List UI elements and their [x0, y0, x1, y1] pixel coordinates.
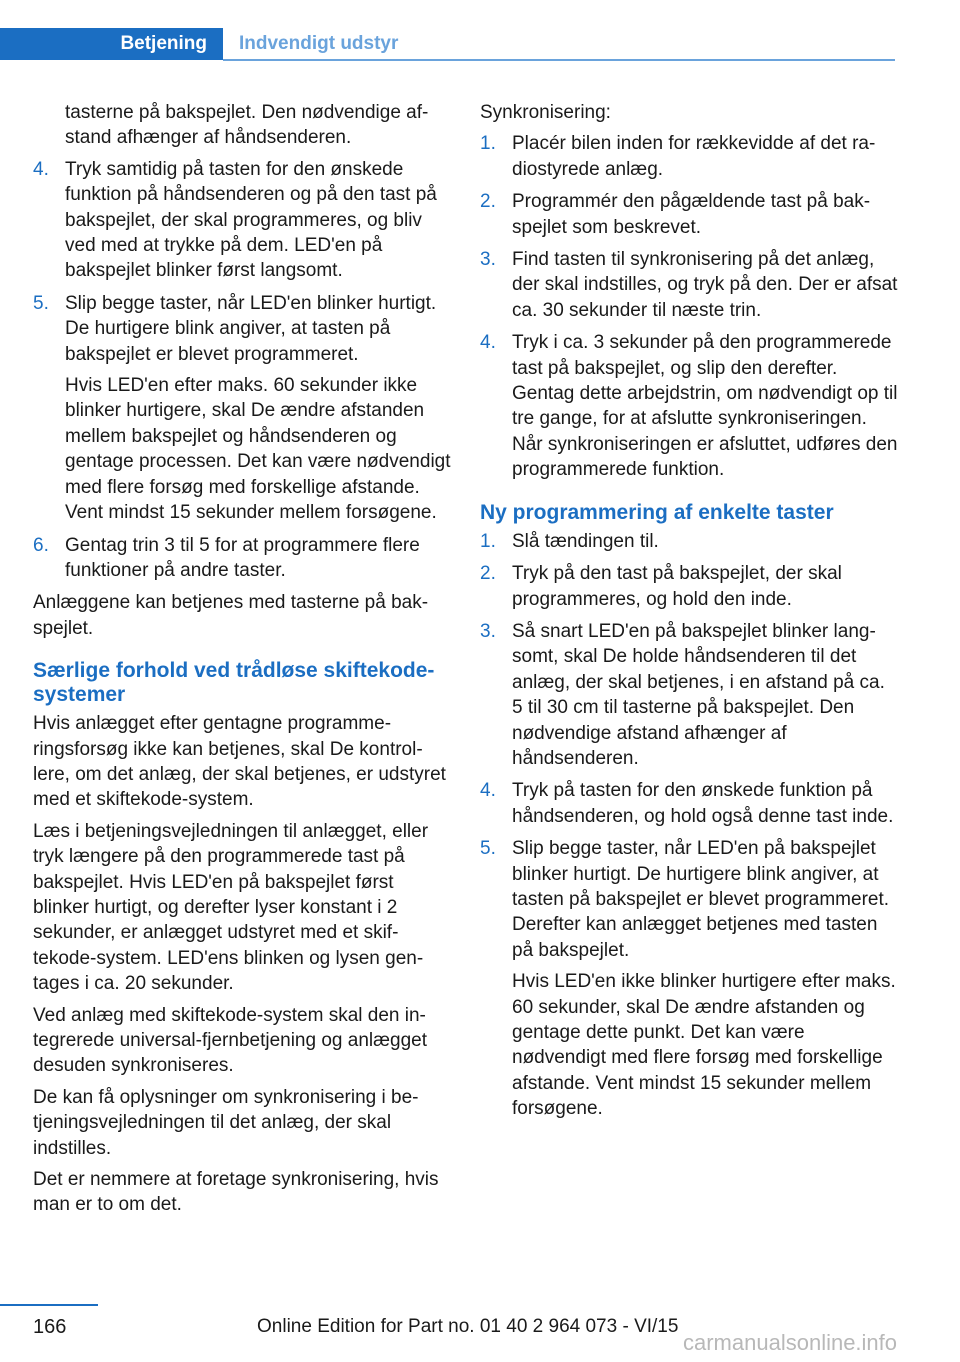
header-rule — [223, 59, 895, 61]
list-subtext: Hvis LED'en ikke blinker hurtigere efter maks. 60 sekunder, skal De ændre afstanden og gentage dette punkt. Det kan være nødvendigt med flere forsøg med forskellige afstande. Vent mindst 15 sekunder mellem forsøgene. — [512, 971, 896, 1120]
list-number: 6. — [33, 534, 49, 556]
list-item — [480, 189, 898, 240]
list-number: 2. — [480, 191, 496, 213]
list-number: 4. — [33, 158, 49, 180]
section-tab-betjening: Betjening — [0, 28, 223, 60]
list-item — [480, 330, 898, 482]
edition-text: Online Edition for Part no. 01 40 2 964 073 - VI/15 — [257, 1316, 679, 1337]
paragraph: De kan få oplysninger om synkronisering i betjeningsvejledningen til det anlæg, der skal indstilles. — [33, 1086, 419, 1159]
section-heading: Særlige forhold ved trådløse skiftekode-systemer — [33, 659, 435, 707]
list-number: 3. — [480, 249, 496, 271]
footer-rule — [0, 1304, 98, 1306]
list-item — [480, 131, 898, 182]
list-item — [33, 157, 451, 284]
list-text: Gentag trin 3 til 5 for at programmere flere funktioner på andre taster. — [65, 534, 420, 581]
list-item — [480, 561, 898, 612]
list-number: 5. — [33, 292, 49, 314]
continued-text: tasterne på bakspejlet. Den nødvendige afstand afhænger af håndsenderen. — [65, 102, 429, 149]
list-text: Placér bilen inden for rækkevidde af det radiostyrede anlæg. — [512, 133, 876, 180]
list-text: Slå tændingen til. — [512, 530, 659, 552]
list-item — [33, 291, 451, 526]
list-text: Slip begge taster, når LED'en blinker hurtigt. De hurtigere blink angiver, at tasten på bakspejlet er blevet programmeret. — [65, 292, 437, 365]
paragraph: Ved anlæg med skiftekode-system skal den integrerede universal-fjernbetjening og anlægget desuden synkroniseres. — [33, 1004, 427, 1077]
section-heading: Ny programmering af enkelte taster — [480, 500, 834, 524]
watermark: carmanualsonline.info — [683, 1330, 898, 1355]
list-subtext: Hvis LED'en efter maks. 60 sekunder ikke blinker hurtigere, skal De ændre afstanden mellem bakspejlet og håndsenderen og gentage processen. Det kan være nødvendigt med flere forsøg med forskellige afstande. Vent mindst 15 sekunder mellem forsøgene. — [65, 375, 451, 524]
list-number: 2. — [480, 563, 496, 585]
list-item — [480, 529, 898, 554]
right-column — [480, 100, 898, 1129]
page-header — [0, 0, 895, 62]
list-text: Tryk i ca. 3 sekunder på den programmerede tast på bakspejlet, og slip den derefter. Gentag dette arbejdstrin, om nødvendigt op til tre gange, for at afslutte synkroniseringen. Når synkroniseringen er afsluttet, udføres den programmerede funktion. — [512, 332, 898, 481]
list-text: Programmér den pågældende tast på bakspejlet som beskrevet. — [512, 191, 871, 238]
list-number: 4. — [480, 332, 496, 354]
list-text: Tryk samtidig på tasten for den ønskede funktion på håndsenderen og på den tast på bakspejlet, der skal programmeres, og bliv ved med at trykke på dem. LED'en på bakspejlet blinker først langsomt. — [65, 158, 437, 282]
list-item — [480, 778, 898, 829]
list-text: Så snart LED'en på bakspejlet blinker langsomt, skal De holde håndsenderen til det anlæg, der skal betjenes, i en afstand på ca. 5 til 30 cm til tasterne på bakspejlet. Den nødvendige afstand afhænger af håndsenderen. — [512, 620, 885, 769]
paragraph: Anlæggene kan betjenes med tasterne på bakspejlet. — [33, 592, 429, 639]
list-text: Find tasten til synkronisering på det anlæg, der skal indstilles, og tryk på den. Der er afsat ca. 30 sekunder til næste trin. — [512, 249, 898, 321]
list-text: Slip begge taster, når LED'en på bakspejlet blinker hurtigt. De hurtigere blink angiver, at tasten på bakspejlet er blevet programmeret. Derefter kan anlægget betjenes med tasten på bakspejlet. — [512, 838, 890, 961]
list-number: 1. — [480, 133, 496, 155]
sync-label: Synkronisering: — [480, 102, 611, 123]
list-number: 1. — [480, 530, 496, 552]
section-tab-indvendigt-udstyr: Indvendigt udstyr — [239, 33, 399, 54]
list-item — [480, 836, 898, 1121]
list-item — [480, 247, 898, 323]
list-number: 5. — [480, 838, 496, 860]
page-number: 166 — [33, 1316, 67, 1338]
list-text: Tryk på den tast på bakspejlet, der skal programmeres, og hold den inde. — [512, 563, 842, 610]
paragraph: Læs i betjeningsvejledningen til anlægget, eller tryk længere på den programmerede tast på bakspejlet. Hvis LED'en på bakspejlet først blinker hurtigt, og derefter lyser konstant i 2 sekunder, er anlægget udstyret med et skiftekode-system. LED'ens blinken og lysen gentages i ca. 20 sekunder. — [33, 820, 429, 995]
left-column — [33, 100, 451, 1224]
list-number: 3. — [480, 620, 496, 642]
paragraph: Hvis anlægget efter gentagne programmeringsforsøg ikke kan betjenes, skal De kontrollere, om det anlæg, der skal betjenes, er udstyret med et skiftekode-system. — [33, 713, 446, 811]
list-item — [480, 619, 898, 771]
list-text: Tryk på tasten for den ønskede funktion på håndsenderen, og hold også denne tast inde. — [512, 780, 894, 827]
list-number: 4. — [480, 780, 496, 802]
list-item — [33, 533, 451, 584]
paragraph: Det er nemmere at foretage synkronisering, hvis man er to om det. — [33, 1169, 439, 1216]
